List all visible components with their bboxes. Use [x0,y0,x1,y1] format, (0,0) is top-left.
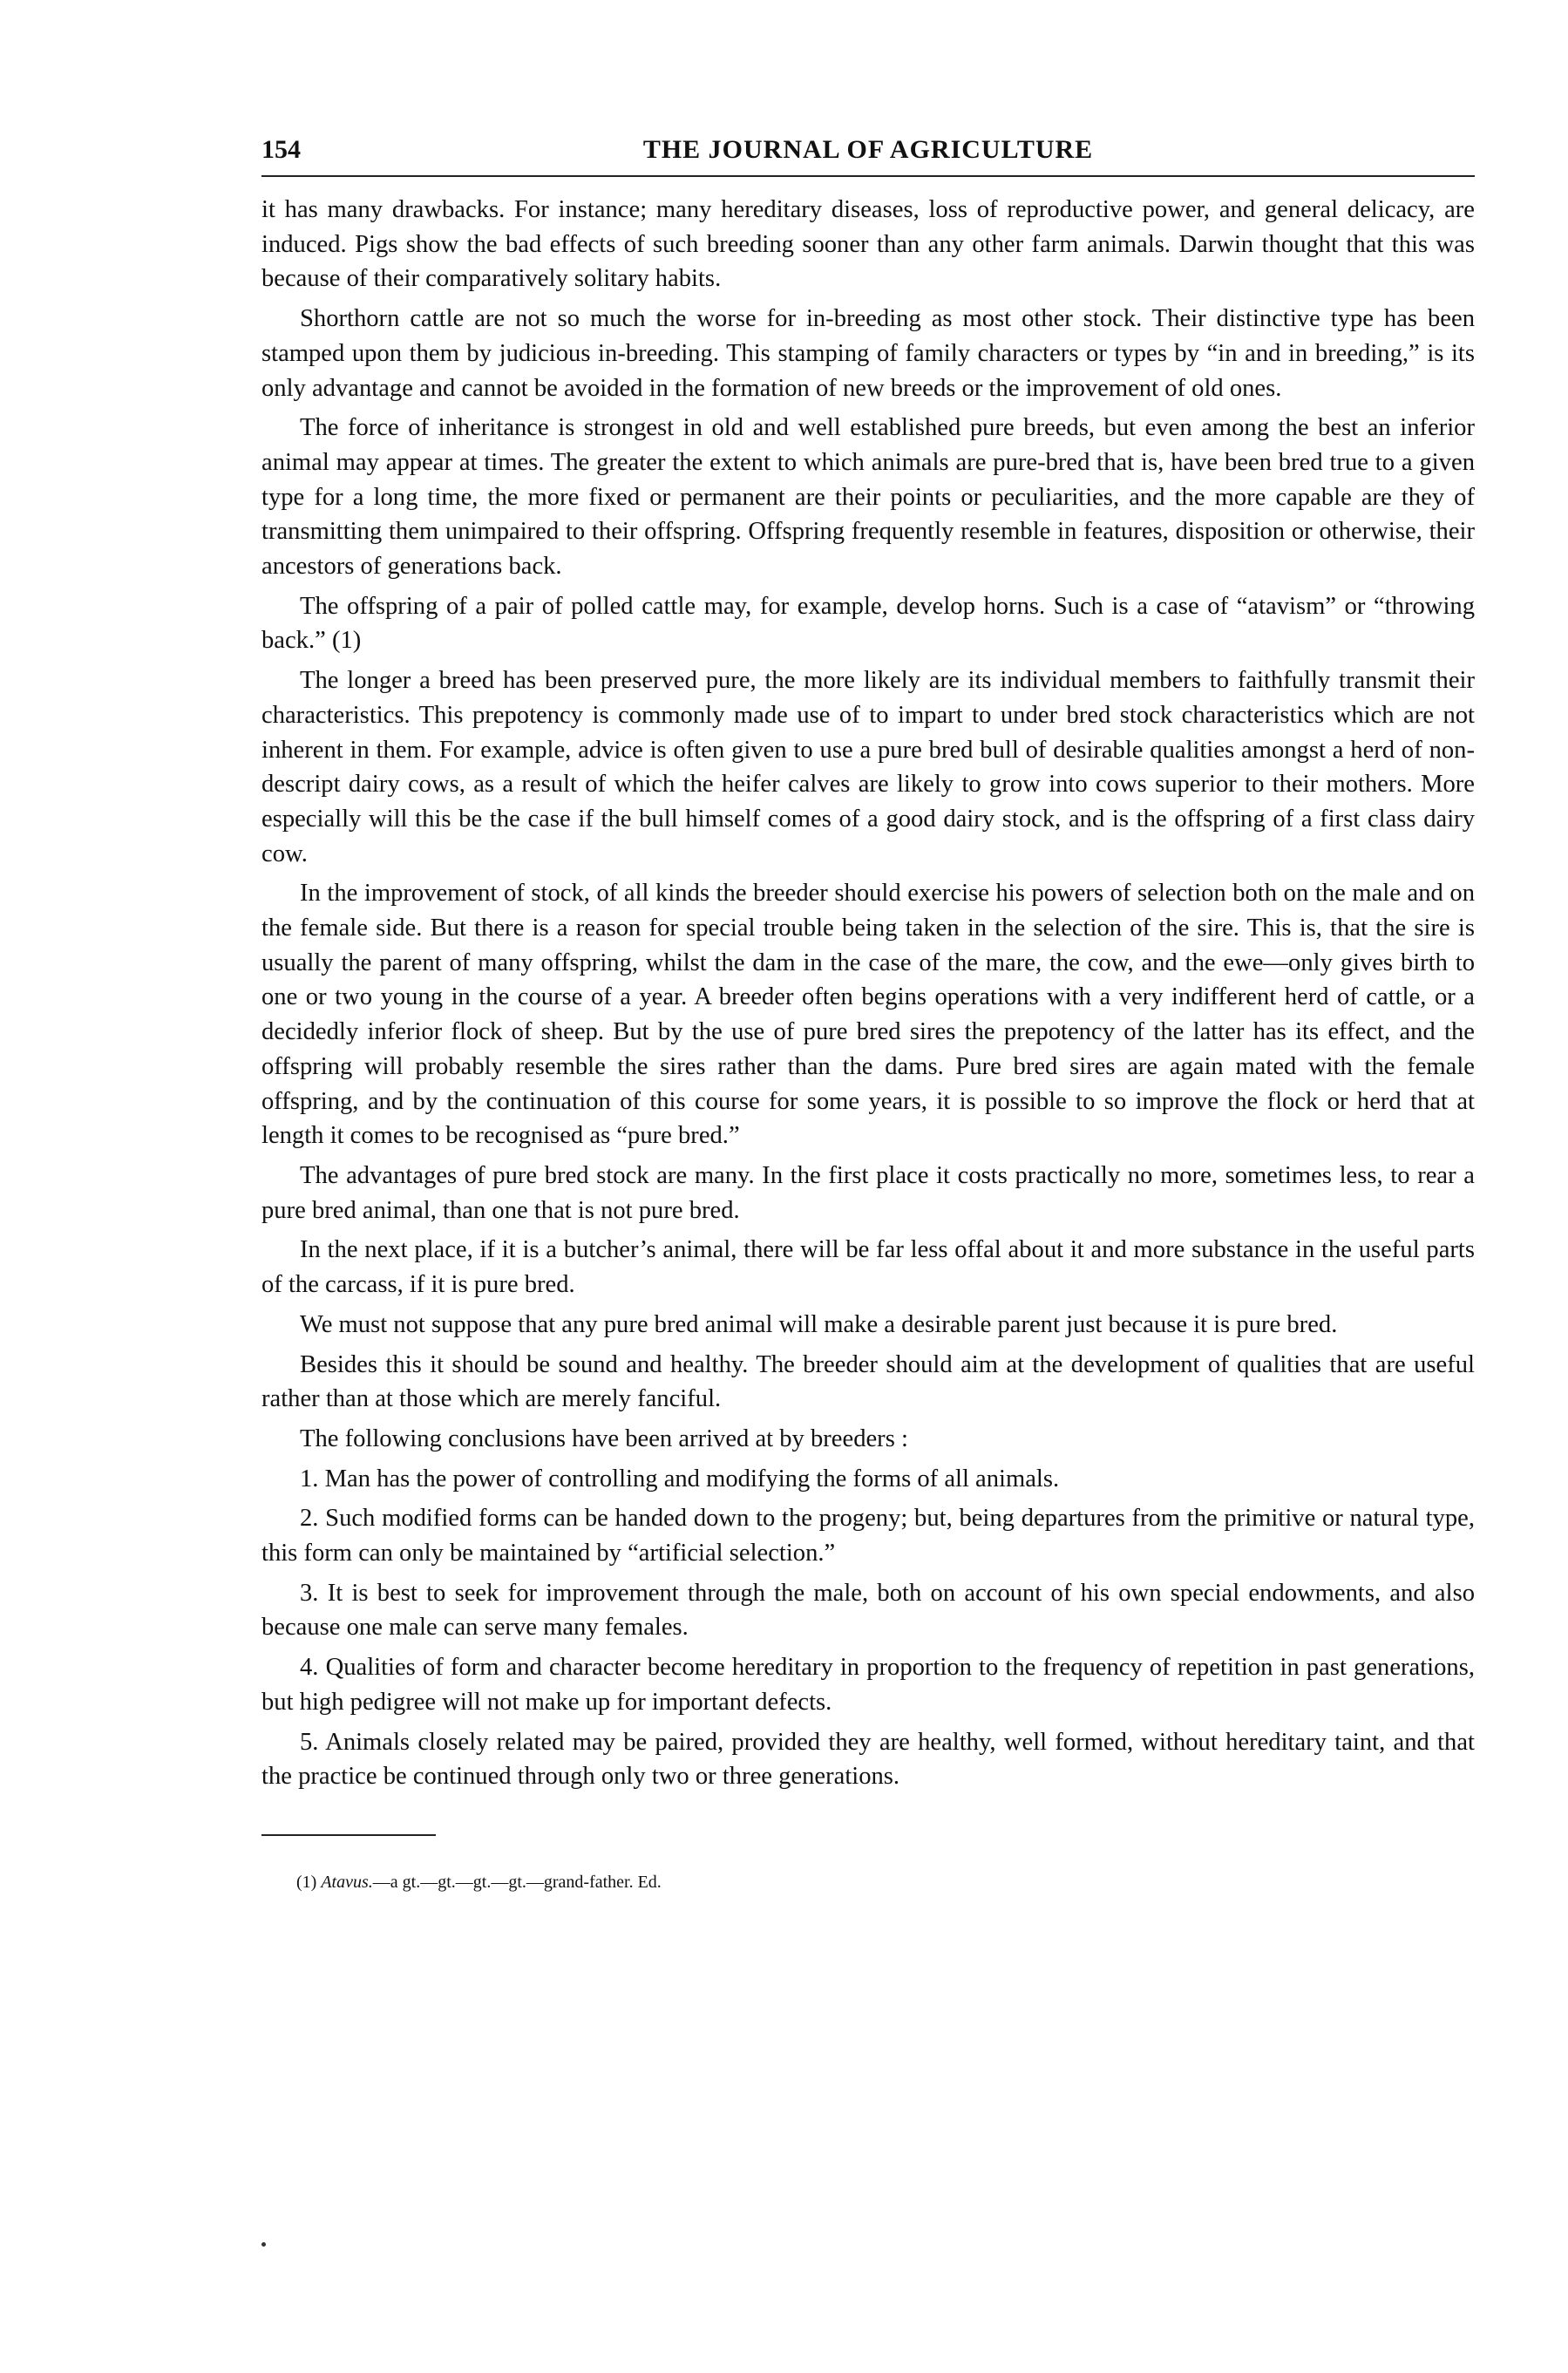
conclusion-item: 3. It is best to seek for improvement through the male, both on account of his own special endowments, and also because one male can serve many females. [261,1579,1475,1642]
paragraph: We must not suppose that any pure bred animal will make a desirable parent just because it is pure bred. [300,1310,1338,1338]
paragraph: it has many drawbacks. For instance; many hereditary diseases, loss of reproductive power, and general delicacy, are induced. Pigs show the bad effects of such breeding sooner than any other farm animals. Darwin thought that this was because of their comparatively solitary habits. [261,196,1475,293]
conclusion-item: 4. Qualities of form and character become hereditary in proportion to the frequency of repetition in past generations, but high pedigree will not make up for important defects. [261,1654,1475,1716]
paragraph: In the improvement of stock, of all kinds the breeder should exercise his powers of selection both on the male and on the female side. But there is a reason for special trouble being taken in the selection of the sire. This is, that the sire is usually the parent of many offspring, whilst the dam in the case of the mare, the cow, and the ewe—only gives birth to one or two young in the course of a year. A breeder often begins operations with a very indifferent herd of cattle, or a decidedly inferior flock of sheep. But by the use of pure bred sires the prepotency of the latter has its effect, and the offspring will probably resemble the sires rather than the dams. Pure bred sires are again mated with the female offspring, and by the continuation of this course for some years, it is possible to so improve the flock or herd that at length it comes to be recognised as “pure bred.” [261,880,1475,1150]
conclusion-item: 1. Man has the power of controlling and modifying the forms of all animals. [300,1465,1060,1492]
footnote-marker: (1) [296,1872,317,1892]
ink-speck [261,2242,266,2247]
journal-page [261,135,1475,1894]
conclusion-item: 2. Such modified forms can be handed down to the progeny; but, being departures from the primitive or natural type, this form can only be maintained by “artificial selection.” [261,1505,1475,1567]
paragraph: In the next place, if it is a butcher’s animal, there will be far less offal about it and more substance in the useful parts of the carcass, if it is pure bred. [261,1236,1475,1299]
paragraph: Besides this it should be sound and healthy. The breeder should aim at the development of qualities that are useful rather than at those which are merely fanciful. [261,1350,1475,1413]
page-number: 154 [261,135,301,164]
paragraph: The advantages of pure bred stock are many. In the first place it costs practically no more, sometimes less, to rear a pure bred animal, than one that is not pure bred. [261,1161,1475,1224]
article-body [261,193,1475,1794]
footnote-divider [261,1834,436,1836]
conclusion-item: 5. Animals closely related may be paired, provided they are healthy, well formed, without hereditary taint, and that the practice be continued through only two or three generations. [261,1728,1475,1791]
footnote-attribution: Ed. [637,1872,662,1892]
paragraph: The longer a breed has been preserved pure, the more likely are its individual members to faithfully transmit their characteristics. This prepotency is commonly made use of to impart to under bred stock characteristics which are not inherent in them. For example, advice is often given to use a pure bred bull of desirable qualities amongst a herd of non-descript dairy cows, as a result of which the heifer calves are likely to grow into cows superior to their mothers. More especially will this be the case if the bull himself comes of a good dairy stock, and is the offspring of a first class dairy cow. [261,667,1475,867]
page-header [261,135,1475,177]
footnote-term: Atavus. [321,1872,373,1892]
footnote [261,1871,1475,1894]
paragraph: The force of inheritance is strongest in old and well established pure breeds, but even among the best an inferior animal may appear at times. The greater the extent to which animals are pure-bred that is, have been bred true to a given type for a long time, the more fixed or permanent are their points or peculiarities, and the more capable are they of transmitting them unimpaired to their offspring. Offspring frequently resemble in features, disposition or otherwise, their ancestors of generations back. [261,414,1475,581]
footnote-text: —a gt.—gt.—gt.—gt.—grand-father. [372,1872,634,1892]
running-title: THE JOURNAL OF AGRICULTURE [642,135,1094,164]
paragraph: The following conclusions have been arrived at by breeders : [300,1424,908,1452]
paragraph: Shorthorn cattle are not so much the worse for in-breeding as most other stock. Their distinctive type has been stamped upon them by judicious in-breeding. This stamping of family characters or types by “in and in breeding,” is its only advantage and cannot be avoided in the formation of new breeds or the improvement of old ones. [261,305,1475,402]
paragraph: The offspring of a pair of polled cattle may, for example, develop horns. Such is a case of “atavism” or “throwing back.” (1) [261,592,1475,655]
